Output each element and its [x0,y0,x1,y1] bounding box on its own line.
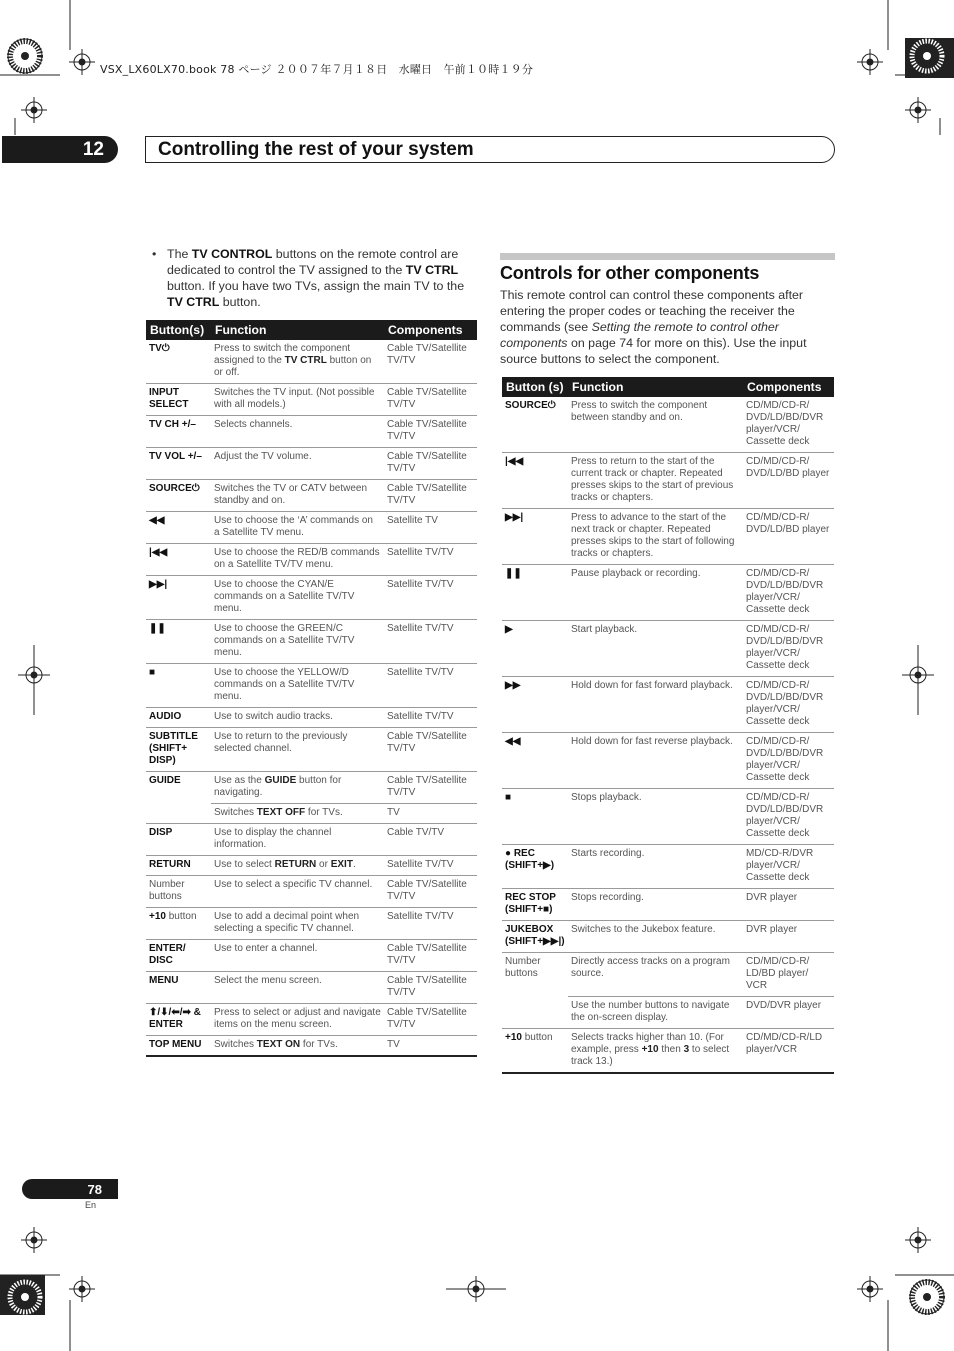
column-header: Components [384,320,477,340]
button-name: Number buttons [149,879,185,902]
button-cell [146,708,211,728]
function-text: Switches the TV input. (Not possible with all models.) [214,387,375,410]
button-name: ❚❚ [505,568,522,579]
function-cell [211,340,384,384]
function-keyword: TEXT ON [256,1039,301,1050]
components-cell: Cable TV/Satellite TV/TV [384,384,477,416]
button-cell [502,1029,568,1074]
function-cell [211,620,384,664]
button-cell [502,889,568,921]
components-cell: CD/MD/CD-R/ DVD/LD/BD/DVR player/VCR/ Cassette deck [743,565,834,621]
function-text: Hold down for fast forward playback. [571,680,733,691]
function-cell [211,1036,384,1057]
function-text: then [658,1044,684,1055]
para-text: on page 74 for more on this). Use the input source buttons to select the component. [500,336,807,366]
button-name: TV CH +/– [149,419,196,430]
button-name: AUDIO [149,711,182,722]
table-row [146,856,477,876]
button-cell [146,512,211,544]
tv-control-table [146,320,477,1057]
table-row [146,824,477,856]
button-cell [146,876,211,908]
button-name: ◀◀ [149,515,165,526]
function-text: Switches [214,1039,257,1050]
chapter-number: 12 [82,138,104,160]
button-name: INPUT SELECT [149,387,189,410]
function-text: Use to select a specific TV channel. [214,879,373,890]
table-row [502,889,834,921]
components-cell: Satellite TV/TV [384,576,477,620]
function-text: Starts recording. [571,848,645,859]
registration-sunburst-bottom-right [910,1280,944,1314]
table-row [502,453,834,509]
components-cell: Cable TV/Satellite TV/TV [384,480,477,512]
components-cell: CD/MD/CD-R/ DVD/LD/BD player [743,509,834,565]
function-cell [211,480,384,512]
function-cell [211,576,384,620]
button-name: TV⏻ [149,343,170,354]
button-cell [146,480,211,512]
function-text: Use to return to the previously selected channel. [214,731,348,754]
components-cell: Satellite TV/TV [384,664,477,708]
function-keyword: TV CTRL [284,355,327,366]
function-cell [568,677,743,733]
section-rule [500,253,835,260]
function-cell [568,1029,743,1074]
button-cell [502,509,568,565]
column-header: Function [568,377,743,397]
components-cell: Cable TV/Satellite TV/TV [384,876,477,908]
table-row [146,384,477,416]
button-cell [146,576,211,620]
function-text: Directly access tracks on a program source. [571,956,730,979]
function-text: for TVs. [300,1039,338,1050]
function-cell [568,397,743,453]
intro-bullet-paragraph [152,246,478,310]
page-language: En [85,1200,97,1210]
button-name: ▶ [505,624,513,635]
function-text: Switches [214,807,257,818]
table-row [146,876,477,908]
button-cell [146,340,211,384]
function-cell [568,621,743,677]
button-name: ❚❚ [149,623,166,634]
other-components-table [502,377,834,1074]
button-name: ■ [505,792,512,803]
print-file-info: VSX_LX60LX70.book 78 ページ ２００７年７月１８日 水曜日 午前１０時１９分 [100,63,534,76]
button-cell [146,620,211,664]
button-cell [146,664,211,708]
function-cell [568,889,743,921]
function-cell [211,416,384,448]
intro-bold: TV CONTROL [191,247,273,261]
components-cell: Cable TV/TV [384,824,477,856]
table-row [502,621,834,677]
function-text: Select the menu screen. [214,975,322,986]
button-cell [502,953,568,1029]
function-text: Use as the [214,775,265,786]
table-row [502,1029,834,1074]
intro-bold: TV CTRL [167,295,220,309]
components-cell: MD/CD-R/DVR player/VCR/ Cassette deck [743,845,834,889]
intro-text: button. [219,295,261,309]
button-name: ● REC [505,848,535,859]
table-row [502,953,834,997]
components-cell: Cable TV/Satellite TV/TV [384,448,477,480]
table-row [502,397,834,453]
table-row [146,576,477,620]
function-cell [211,856,384,876]
function-text: button for navigating. [214,775,342,798]
function-cell [568,921,743,953]
table-row [502,845,834,889]
table-row [146,620,477,664]
button-cell [146,416,211,448]
function-text: Selects tracks higher than 10. (For example, press [571,1032,724,1055]
components-cell: Cable TV/Satellite TV/TV [384,1004,477,1036]
button-name: +10 [505,1032,522,1043]
function-keyword: 3 [683,1044,690,1055]
table-row [502,789,834,845]
intro-text: The [167,247,192,261]
button-cell [502,733,568,789]
function-cell [211,908,384,940]
function-cell [211,708,384,728]
button-name: RETURN [149,859,191,870]
components-cell: Cable TV/Satellite TV/TV [384,940,477,972]
components-cell: Cable TV/Satellite TV/TV [384,972,477,1004]
function-text: Use to choose the ‘A’ commands on a Satellite TV menu. [214,515,373,538]
column-header: Function [211,320,384,340]
function-cell [211,772,384,804]
function-cell [211,876,384,908]
button-cell [502,789,568,845]
function-cell [211,824,384,856]
function-text: button on or off. [214,355,372,378]
components-cell: DVR player [743,921,834,953]
button-name: SUBTITLE (SHIFT+ DISP) [149,731,198,766]
components-cell: DVD/DVR player [743,997,834,1029]
function-keyword: +10 [641,1044,659,1055]
button-cell [502,453,568,509]
intro-bold: TV CTRL [405,263,459,277]
function-text: Use to enter a channel. [214,943,318,954]
button-name: TV VOL +/– [149,451,202,462]
para-text: This remote control can control these components after entering the proper codes or teaching the receiver the commands (see [500,288,804,334]
button-name: SOURCE⏻ [149,483,200,494]
components-cell: CD/MD/CD-R/LD player/VCR [743,1029,834,1074]
table-row [502,921,834,953]
button-cell [146,772,211,824]
function-text: Use to display the channel information. [214,827,332,850]
components-cell: DVR player [743,889,834,921]
table-row [146,340,477,384]
chapter-title: Controlling the rest of your system [158,138,474,160]
function-text: Press to select or adjust and navigate items on the menu screen. [214,1007,381,1030]
function-cell [568,845,743,889]
table-row [146,448,477,480]
components-cell: Cable TV/Satellite TV/TV [384,416,477,448]
button-cell [146,856,211,876]
components-cell: CD/MD/CD-R/ DVD/LD/BD/DVR player/VCR/ Cassette deck [743,789,834,845]
function-cell [211,384,384,416]
function-cell [211,940,384,972]
function-cell [211,1004,384,1036]
function-text: Use the number buttons to navigate the on-screen display. [571,1000,730,1023]
button-name: JUKEBOX [505,924,554,935]
function-text: Stops playback. [571,792,642,803]
table-row [146,908,477,940]
function-text: or [316,859,331,870]
function-text: Pause playback or recording. [571,568,701,579]
page-number: 78 [87,1181,102,1197]
button-name: ⬆/⬇/⬅/➡ & ENTER [149,1007,201,1030]
components-cell: Satellite TV/TV [384,544,477,576]
function-keyword: EXIT [330,859,353,870]
components-cell: CD/MD/CD-R/ DVD/LD/BD/DVR player/VCR/ Cassette deck [743,677,834,733]
function-cell [568,953,743,997]
components-cell: TV [384,1036,477,1057]
table-row [146,708,477,728]
function-text: Press to switch the component assigned to the [214,343,351,366]
button-name: DISP [149,827,173,838]
button-cell [502,565,568,621]
button-sub: (SHIFT+▶) [505,860,555,871]
components-cell: Satellite TV/TV [384,620,477,664]
button-name: GUIDE [149,775,181,786]
table-row [502,565,834,621]
button-name: ◀◀ [505,736,521,747]
function-text: Selects channels. [214,419,293,430]
button-cell [502,677,568,733]
table-row [146,1004,477,1036]
column-header: Button(s) [146,320,211,340]
button-sub: (SHIFT+■) [505,904,553,915]
button-cell [146,384,211,416]
button-name: ENTER/ DISC [149,943,186,966]
components-cell: CD/MD/CD-R/ DVD/LD/BD/DVR player/VCR/ Cassette deck [743,397,834,453]
function-text: . [352,859,356,870]
button-name: REC STOP [505,892,556,903]
button-cell [146,972,211,1004]
table-row [146,416,477,448]
table-row [146,664,477,708]
button-name: ■ [149,667,156,678]
button-cell [502,921,568,953]
components-cell: Satellite TV/TV [384,856,477,876]
section-paragraph [500,287,836,367]
function-keyword: GUIDE [264,775,297,786]
table-row [146,512,477,544]
function-text: Switches the TV or CATV between standby and on. [214,483,368,506]
function-text: for TVs. [305,807,343,818]
registration-sunburst-top-left [8,39,42,73]
button-name: |◀◀ [505,456,524,467]
function-cell [568,997,743,1029]
button-name: ▶▶| [505,512,524,523]
section-title: Controls for other components [500,263,760,283]
button-cell [146,1036,211,1057]
table-row [146,544,477,576]
button-cell [146,728,211,772]
function-cell [568,733,743,789]
button-cell [502,845,568,889]
button-cell [146,824,211,856]
function-text: Press to return to the start of the current track or chapter. Repeated presses skips to the start of previous tracks or chapters. [571,456,734,503]
button-sub: (SHIFT+▶▶|) [505,936,565,947]
registration-sunburst-top-right [905,38,954,78]
components-cell: CD/MD/CD-R/ LD/BD player/ VCR [743,953,834,997]
components-cell: Cable TV/Satellite TV/TV [384,728,477,772]
table-row [146,728,477,772]
button-cell [146,908,211,940]
button-cell [146,1004,211,1036]
table-row [146,480,477,512]
function-cell [211,664,384,708]
function-cell [211,512,384,544]
function-text: Use to select [214,859,275,870]
button-cell [502,621,568,677]
function-cell [211,972,384,1004]
function-text: Stops recording. [571,892,644,903]
components-cell: CD/MD/CD-R/ DVD/LD/BD/DVR player/VCR/ Cassette deck [743,621,834,677]
components-cell: TV [384,804,477,824]
button-cell [146,940,211,972]
function-cell [211,804,384,824]
function-text: Start playback. [571,624,638,635]
para-reference: Setting the remote to control other components [500,320,779,350]
table-row [146,1036,477,1057]
button-cell [502,397,568,453]
function-cell [568,509,743,565]
table-row [502,733,834,789]
components-cell: CD/MD/CD-R/ DVD/LD/BD player [743,453,834,509]
function-text: Press to advance to the start of the next track or chapter. Repeated presses skips to the start of following tracks or chapters. [571,512,735,559]
button-name: ▶▶| [149,579,168,590]
function-cell [211,544,384,576]
button-name: ▶▶ [505,680,521,691]
components-cell: Cable TV/Satellite TV/TV [384,340,477,384]
components-cell: Satellite TV/TV [384,908,477,940]
function-text: Press to switch the component between standby and on. [571,400,708,423]
components-cell: Satellite TV [384,512,477,544]
components-cell: Satellite TV/TV [384,708,477,728]
table-row [146,972,477,1004]
function-keyword: RETURN [274,859,317,870]
function-cell [568,789,743,845]
button-name: SOURCE⏻ [505,400,556,411]
registration-sunburst-bottom-left [0,1275,45,1315]
bullet-mark: • [152,247,157,261]
column-header: Button (s) [502,377,568,397]
function-text: Adjust the TV volume. [214,451,312,462]
table-row [502,509,834,565]
function-text: Use to choose the RED/B commands on a Satellite TV/TV menu. [214,547,380,570]
function-text: to select track 13.) [571,1044,730,1067]
components-cell: CD/MD/CD-R/ DVD/LD/BD/DVR player/VCR/ Cassette deck [743,733,834,789]
button-suffix: button [165,911,197,922]
table-row [502,677,834,733]
button-suffix: button [521,1032,553,1043]
intro-text: button. If you have two TVs, assign the main TV to the [167,279,465,293]
button-name: Number buttons [505,956,541,979]
function-text: Hold down for fast reverse playback. [571,736,733,747]
function-text: Use to add a decimal point when selecting a specific TV channel. [214,911,360,934]
button-cell [146,448,211,480]
button-cell [146,544,211,576]
table-row [146,940,477,972]
function-cell [211,448,384,480]
function-text: Use to switch audio tracks. [214,711,333,722]
function-text: Switches to the Jukebox feature. [571,924,716,935]
function-cell [568,565,743,621]
button-name: +10 [149,911,166,922]
function-text: Use to choose the GREEN/C commands on a Satellite TV/TV menu. [214,623,355,658]
button-name: MENU [149,975,179,986]
button-name: TOP MENU [149,1039,202,1050]
function-cell [211,728,384,772]
function-text: Use to choose the YELLOW/D commands on a Satellite TV/TV menu. [214,667,355,702]
table-row [146,772,477,804]
function-keyword: TEXT OFF [256,807,306,818]
function-cell [568,453,743,509]
button-name: |◀◀ [149,547,168,558]
components-cell: Cable TV/Satellite TV/TV [384,772,477,804]
intro-text: buttons on the remote control are dedicated to control the TV assigned to the [167,247,459,277]
function-text: Use to choose the CYAN/E commands on a Satellite TV/TV menu. [214,579,355,614]
column-header: Components [743,377,834,397]
